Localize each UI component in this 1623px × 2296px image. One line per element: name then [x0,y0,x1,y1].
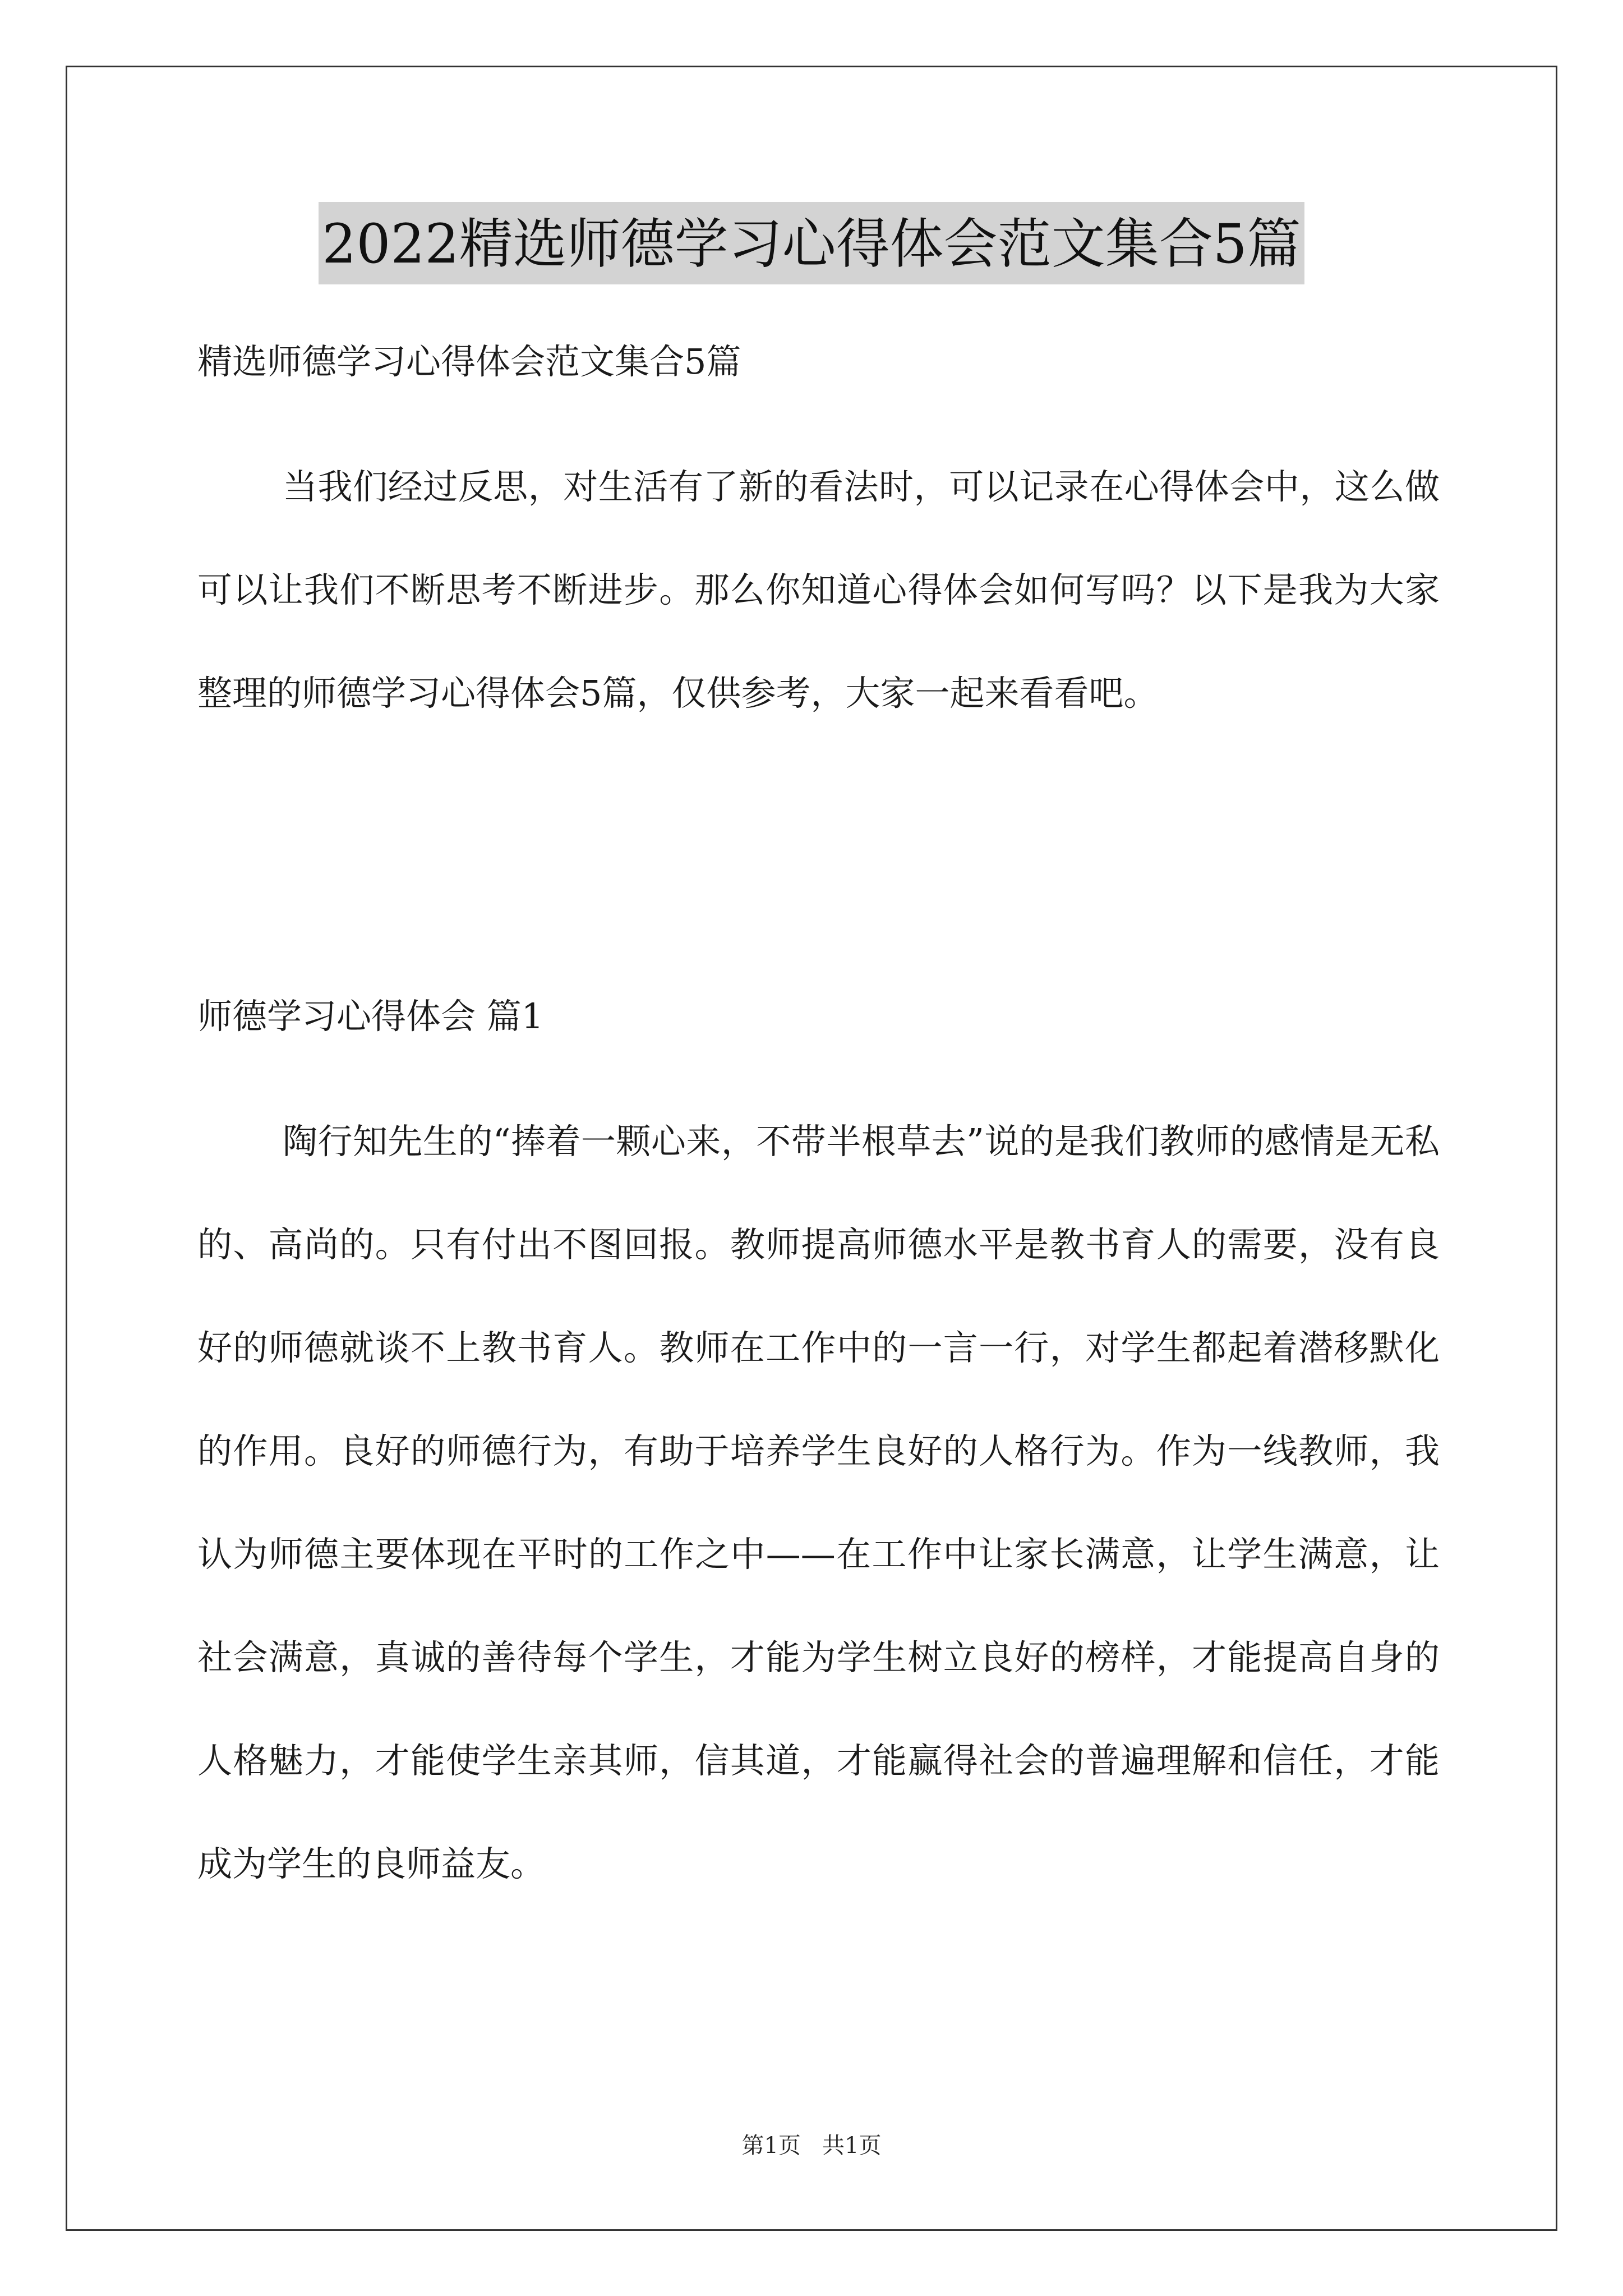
document-subtitle: 精选师德学习心得体会范文集合5篇 [197,341,741,382]
section-heading: 师德学习心得体会 篇1 [197,996,544,1037]
document-title: 2022精选师德学习心得体会范文集合5篇 [319,202,1304,284]
intro-paragraph: 当我们经过反思，对生活有了新的看法时，可以记录在心得体会中，这么做可以让我们不断思考不断进步。那么你知道心得体会如何写吗？以下是我为大家整理的师德学习心得体会5篇，仅供参考，大家一起来看看吧。 [197,466,1440,714]
section-paragraph: 陶行知先生的“捧着一颗心来，不带半根草去”说的是我们教师的感情是无私的、高尚的。只有付出不图回报。教师提高师德水平是教书育人的需要，没有良好的师德就谈不上教书育人。教师在工作中的一言一行，对学生都起着潜移默化的作用。良好的师德行为，有助于培养学生良好的人格行为。作为一线教师，我认为师德主要体现在平时的工作之中——在工作中让家长满意，让学生满意，让社会满意，真诚的善待每个学生，才能为学生树立良好的榜样，才能提高自身的人格魅力，才能使学生亲其师，信其道，才能赢得社会的普遍理解和信任，才能成为学生的良师益友。 [197,1121,1440,1884]
section-body-block [197,1090,1440,1916]
section-heading-block [197,965,1440,1068]
title-container [0,202,1623,284]
subtitle-block [197,310,1440,413]
page-footer: 第1页 共1页 [741,2133,882,2159]
intro-block [197,435,1440,745]
